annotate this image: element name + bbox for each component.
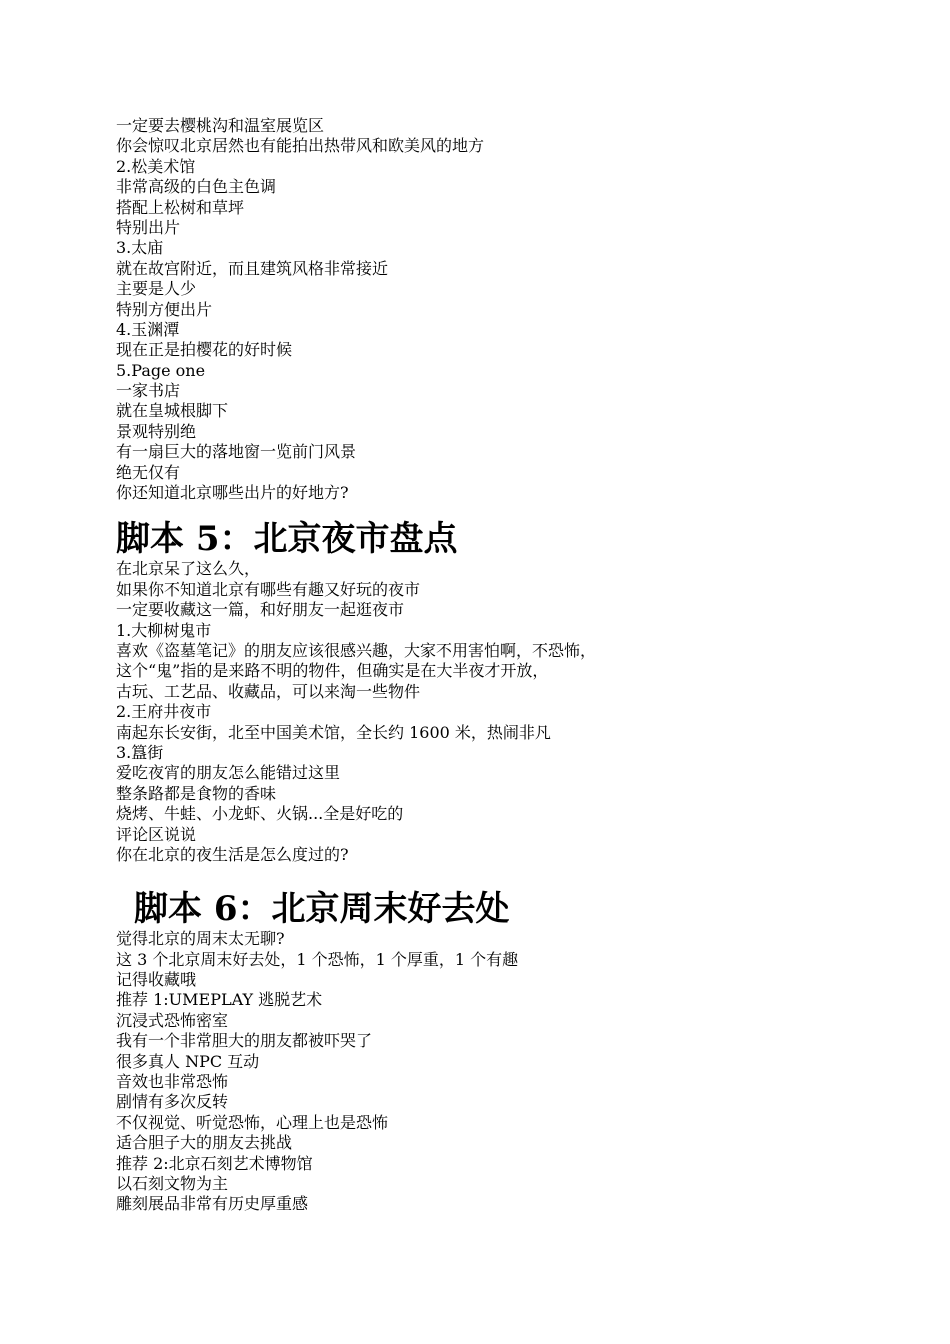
text-line: 觉得北京的周末太无聊?: [116, 929, 285, 949]
text-line: 就在故宫附近，而且建筑风格非常接近: [116, 258, 389, 278]
text-line: 5.Page one: [116, 360, 206, 380]
text-line: 你在北京的夜生活是怎么度过的?: [116, 844, 349, 864]
text-line: 1.大柳树鬼市: [116, 620, 212, 640]
text-line: 现在正是拍樱花的好时候: [116, 340, 293, 360]
text-line: 古玩、工艺品、收藏品，可以来淘一些物件: [116, 681, 421, 701]
text-line: 记得收藏哦: [116, 970, 197, 990]
text-line: 喜欢《盗墓笔记》的朋友应该很感兴趣，大家不用害怕啊，不恐怖，: [116, 640, 597, 660]
text-line: 非常高级的白色主色调: [116, 177, 277, 197]
text-line: 你还知道北京哪些出片的好地方?: [116, 483, 349, 503]
text-line: 2.松美术馆: [116, 156, 196, 176]
text-line: 以石刻文物为主: [116, 1173, 229, 1193]
text-line: 一家书店: [116, 381, 181, 401]
text-line: 如果你不知道北京有哪些有趣又好玩的夜市: [116, 579, 421, 599]
text-line: 3.簋街: [116, 742, 164, 762]
text-line: 很多真人 NPC 互动: [116, 1051, 260, 1071]
text-line: 绝无仅有: [116, 462, 181, 482]
text-line: 推荐 2:北京石刻艺术博物馆: [116, 1153, 313, 1173]
document-page: [116, 116, 876, 1215]
section-6-lines: [116, 929, 876, 1214]
section-6-heading: 脚本 6：北京周末好去处: [134, 889, 510, 930]
section-top-lines: [116, 116, 876, 503]
section-5-heading: 脚本 5：北京夜市盘点: [116, 519, 458, 560]
text-line: 推荐 1:UMEPLAY 逃脱艺术: [116, 990, 323, 1010]
section-5-lines: [116, 559, 876, 865]
text-line: 爱吃夜宵的朋友怎么能错过这里: [116, 763, 341, 783]
text-line: 特别方便出片: [116, 299, 213, 319]
text-line: 不仅视觉、听觉恐怖，心理上也是恐怖: [116, 1112, 389, 1132]
text-line: 南起东长安街，北至中国美术馆，全长约 1600 米，热闹非凡: [116, 722, 551, 742]
text-line: 烧烤、牛蛙、小龙虾、火锅...全是好吃的: [116, 804, 404, 824]
text-line: 沉浸式恐怖密室: [116, 1010, 229, 1030]
text-line: 2.王府井夜市: [116, 702, 212, 722]
text-line: 评论区说说: [116, 824, 197, 844]
text-line: 你会惊叹北京居然也有能拍出热带风和欧美风的地方: [116, 136, 485, 156]
text-line: 主要是人少: [116, 279, 197, 299]
text-line: 4.玉渊潭: [116, 319, 180, 339]
text-line: 一定要去樱桃沟和温室展览区: [116, 116, 325, 135]
text-line: 适合胆子大的朋友去挑战: [116, 1133, 293, 1153]
text-line: 这 3 个北京周末好去处，1 个恐怖，1 个厚重，1 个有趣: [116, 949, 519, 969]
text-line: 一定要收藏这一篇，和好朋友一起逛夜市: [116, 600, 405, 620]
text-line: 3.太庙: [116, 238, 164, 258]
text-line: 就在皇城根脚下: [116, 401, 229, 421]
text-line: 这个“鬼”指的是来路不明的物件，但确实是在大半夜才开放，: [116, 661, 549, 681]
text-line: 特别出片: [116, 217, 181, 237]
text-line: 整条路都是食物的香味: [116, 783, 277, 803]
text-line: 雕刻展品非常有历史厚重感: [116, 1194, 309, 1214]
text-line: 音效也非常恐怖: [116, 1072, 229, 1092]
text-line: 景观特别绝: [116, 421, 197, 441]
text-line: 搭配上松树和草坪: [116, 197, 245, 217]
text-line: 我有一个非常胆大的朋友都被吓哭了: [116, 1031, 373, 1051]
text-line: 在北京呆了这么久，: [116, 559, 261, 579]
text-line: 有一扇巨大的落地窗一览前门风景: [116, 442, 357, 462]
text-line: 剧情有多次反转: [116, 1092, 229, 1112]
